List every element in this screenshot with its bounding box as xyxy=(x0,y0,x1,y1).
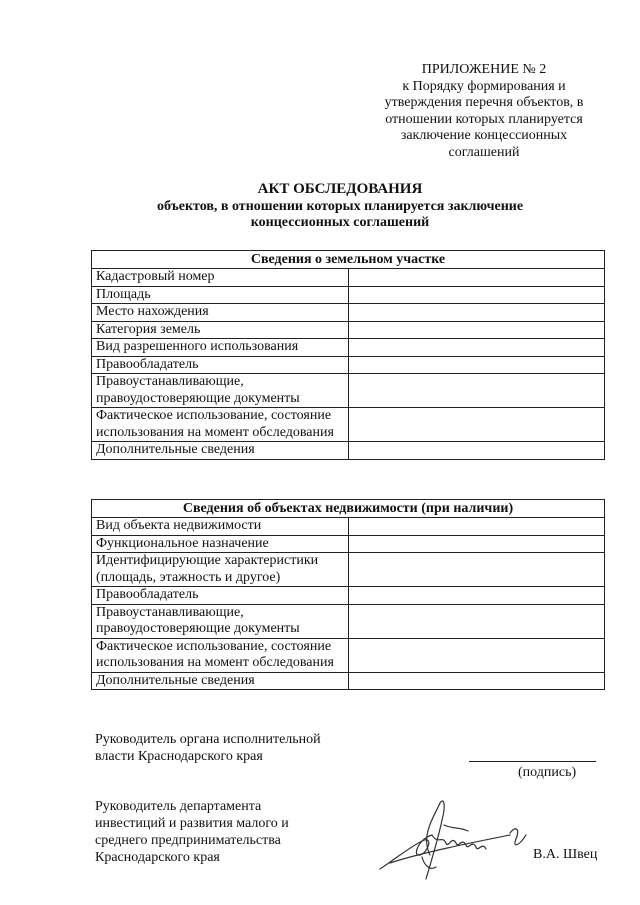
table-row xyxy=(92,672,605,690)
table-row xyxy=(92,321,605,339)
table-row xyxy=(92,356,605,374)
row-value-actual-use[interactable] xyxy=(348,638,605,672)
row-label-permitted-use: Вид разрешенного использования xyxy=(92,339,349,357)
land-section-header: Сведения о земельном участке xyxy=(92,251,605,269)
appendix-line: утверждения перечня объектов, в xyxy=(384,95,584,110)
row-value-object-type[interactable] xyxy=(348,518,605,536)
table-row xyxy=(92,408,605,442)
table-row xyxy=(92,604,605,638)
table-row xyxy=(92,518,605,536)
signatory-title-line: инвестиций и развития малого и xyxy=(95,816,289,831)
row-value-permitted-use[interactable] xyxy=(348,339,605,357)
table-row xyxy=(92,269,605,287)
row-label-title-documents: Правоустанавливающие, правоудостоверяющие документы xyxy=(92,374,349,408)
signatory-title-line: Краснодарского края xyxy=(95,850,220,865)
table-row xyxy=(92,638,605,672)
land-info-table xyxy=(91,250,605,460)
row-label-title-documents: Правоустанавливающие, правоудостоверяющие документы xyxy=(92,604,349,638)
row-label-functional-purpose: Функциональное назначение xyxy=(92,535,349,553)
table-row xyxy=(92,374,605,408)
row-label-right-holder: Правообладатель xyxy=(92,587,349,605)
table-row xyxy=(92,339,605,357)
act-subtitle xyxy=(60,199,620,231)
signatory-title-line: Руководитель органа исполнительной xyxy=(95,732,321,747)
handwritten-signature xyxy=(360,795,560,885)
row-value-title-documents[interactable] xyxy=(348,604,605,638)
signatory-title-line: Руководитель департамента xyxy=(95,799,262,814)
row-value-land-category[interactable] xyxy=(348,321,605,339)
realty-info-table xyxy=(91,499,605,690)
row-label-object-type: Вид объекта недвижимости xyxy=(92,518,349,536)
table-row xyxy=(92,286,605,304)
row-value-right-holder[interactable] xyxy=(348,587,605,605)
row-value-location[interactable] xyxy=(348,304,605,322)
signatory-title-line: власти Краснодарского края xyxy=(95,749,263,764)
appendix-line: к Порядку формирования и xyxy=(402,78,566,94)
row-label-additional-info: Дополнительные сведения xyxy=(92,672,349,690)
row-value-additional-info[interactable] xyxy=(348,672,605,690)
appendix-line: соглашений xyxy=(448,144,520,160)
row-value-actual-use[interactable] xyxy=(348,408,605,442)
row-value-additional-info[interactable] xyxy=(348,442,605,460)
row-label-identifying-characteristics: Идентифицирующие характеристики (площадь, этажность и другое) xyxy=(92,553,349,587)
table-row xyxy=(92,304,605,322)
row-label-additional-info: Дополнительные сведения xyxy=(92,442,349,460)
row-value-right-holder[interactable] xyxy=(348,356,605,374)
act-title: АКТ ОБСЛЕДОВАНИЯ xyxy=(257,181,423,197)
act-subtitle-line: концессионных соглашений xyxy=(250,215,430,230)
row-label-actual-use: Фактическое использование, состояние использования на момент обследования xyxy=(92,408,349,442)
signatory-title-line: среднего предпринимательства xyxy=(95,833,281,848)
signature-line[interactable] xyxy=(469,761,596,762)
table-row xyxy=(92,442,605,460)
appendix-line: заключение концессионных xyxy=(400,128,568,143)
signature-caption: (подпись) xyxy=(518,765,577,780)
row-label-location: Место нахождения xyxy=(92,304,349,322)
row-value-identifying-characteristics[interactable] xyxy=(348,553,605,587)
table-row xyxy=(92,553,605,587)
table-row xyxy=(92,535,605,553)
appendix-line: отношении которых планируется xyxy=(385,111,583,127)
row-value-cadastral-number[interactable] xyxy=(348,269,605,287)
appendix-line: ПРИЛОЖЕНИЕ № 2 xyxy=(421,62,547,77)
appendix-header xyxy=(374,62,594,161)
signer-name: В.А. Швец xyxy=(533,847,598,862)
row-label-land-category: Категория земель xyxy=(92,321,349,339)
table-row xyxy=(92,587,605,605)
row-label-actual-use: Фактическое использование, состояние использования на момент обследования xyxy=(92,638,349,672)
row-label-area: Площадь xyxy=(92,286,349,304)
row-label-cadastral-number: Кадастровый номер xyxy=(92,269,349,287)
head-of-executive-body xyxy=(95,731,321,765)
row-value-area[interactable] xyxy=(348,286,605,304)
realty-section-header: Сведения об объектах недвижимости (при наличии) xyxy=(92,500,605,518)
row-value-title-documents[interactable] xyxy=(348,374,605,408)
act-subtitle-line: объектов, в отношении которых планируется заключение xyxy=(156,199,524,214)
head-of-department xyxy=(95,798,289,866)
row-label-right-holder: Правообладатель xyxy=(92,356,349,374)
row-value-functional-purpose[interactable] xyxy=(348,535,605,553)
